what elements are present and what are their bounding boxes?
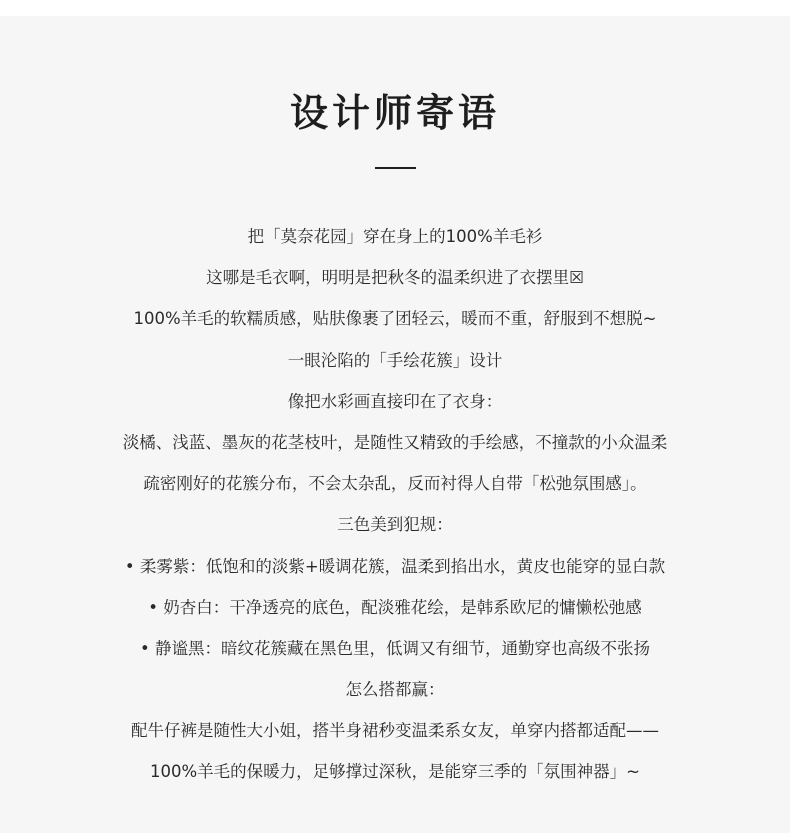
text-line: • 静谧黑：暗纹花簇藏在黑色里，低调又有细节，通勤穿也高级不张扬 xyxy=(140,638,650,658)
text-line: 100%羊毛的保暖力，足够撑过深秋，是能穿三季的「氛围神器」~ xyxy=(150,762,640,782)
title-divider xyxy=(375,167,416,169)
text-line: • 柔雾紫：低饱和的淡紫+暖调花簇，温柔到掐出水，黄皮也能穿的显白款 xyxy=(124,556,666,576)
text-line: 怎么搭都赢： xyxy=(345,680,445,700)
designer-note-text xyxy=(0,225,790,802)
text-line: 这哪是毛衣啊，明明是把秋冬的温柔织进了衣摆里☒ xyxy=(206,268,584,288)
text-line: 三色美到犯规： xyxy=(337,515,453,535)
text-line: • 奶杏白：干净透亮的底色，配淡雅花绘，是韩系欧尼的慵懒松弛感 xyxy=(148,597,642,617)
text-line: 一眼沦陷的「手绘花簇」设计 xyxy=(287,350,503,370)
text-line: 配牛仔裤是随性大小姐，搭半身裙秒变温柔系女友，单穿内搭都适配—— xyxy=(131,721,659,741)
text-line: 把「莫奈花园」穿在身上的100%羊毛衫 xyxy=(247,227,543,246)
text-line: 疏密刚好的花簇分布，不会太杂乱，反而衬得人自带「松弛氛围感」。 xyxy=(143,474,647,494)
text-line: 淡橘、浅蓝、墨灰的花茎枝叶，是随性又精致的手绘感，不撞款的小众温柔 xyxy=(122,432,668,452)
section-title: 设计师寄语 xyxy=(289,91,500,135)
text-line: 像把水彩画直接印在了衣身： xyxy=(287,391,503,411)
text-line: 100%羊毛的软糯质感，贴肤像裹了团轻云，暖而不重，舒服到不想脱~ xyxy=(133,309,657,329)
